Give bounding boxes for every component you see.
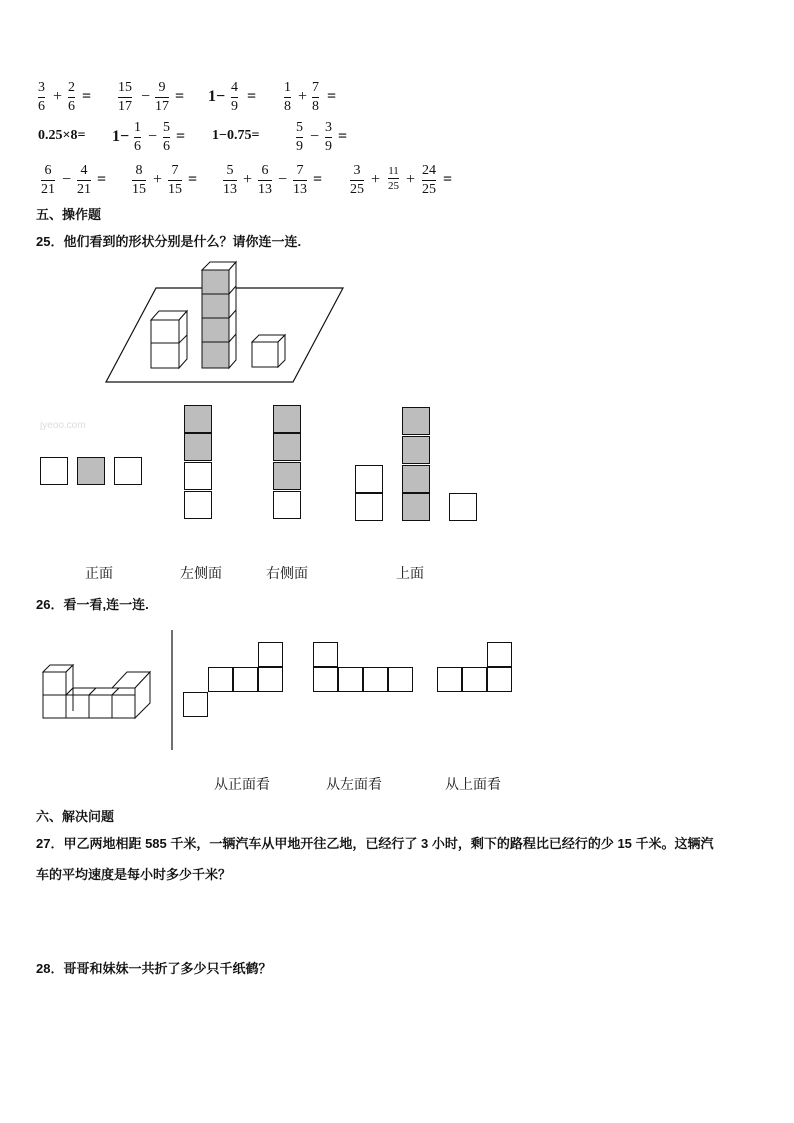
label-front: 正面 (85, 565, 113, 581)
label-view-left: 从左面看 (326, 776, 382, 792)
operator: + (53, 88, 63, 105)
fraction: 6 13 (258, 163, 272, 197)
operator: + (371, 171, 381, 188)
operator: + (153, 171, 163, 188)
grid-cell (258, 642, 283, 667)
fraction: 4 9 (231, 80, 238, 114)
fraction: 24 25 (422, 163, 436, 197)
grid-cell (388, 667, 413, 692)
section-title: 五、操作题 (36, 207, 102, 222)
question-27-line-2: 车的平均速度是每小时多少千米？ (36, 867, 232, 882)
equals: = (97, 171, 107, 188)
label-top: 上面 (396, 565, 424, 581)
operator: − (141, 88, 151, 105)
minuend: 1− (112, 128, 130, 145)
operator: − (278, 171, 288, 188)
fraction: 7 8 (312, 80, 319, 114)
fraction: 6 21 (41, 163, 55, 197)
operator: + (243, 171, 253, 188)
grid-cell (338, 667, 363, 692)
fraction: 11 25 (388, 165, 399, 192)
fraction: 7 13 (293, 163, 307, 197)
grid-cell (487, 667, 512, 692)
fraction: 15 17 (118, 80, 132, 114)
watermark: jyeoo.com (40, 420, 86, 431)
grid-cell (313, 667, 338, 692)
fraction: 3 9 (325, 120, 332, 154)
label-view-top: 从上面看 (445, 776, 501, 792)
fraction: 9 17 (155, 80, 169, 114)
grid-cell (313, 642, 338, 667)
fraction: 5 9 (296, 120, 303, 154)
fraction: 1 6 (134, 120, 141, 154)
equals: = (176, 128, 186, 145)
question-26-title: 26．看一看,连一连. (36, 597, 149, 612)
fraction: 3 25 (350, 163, 364, 197)
equals: = (247, 88, 257, 105)
fraction: 8 15 (132, 163, 146, 197)
equals: = (82, 88, 92, 105)
section-title: 六、解决问题 (36, 809, 115, 824)
operator: + (298, 88, 308, 105)
grid-cell (208, 667, 233, 692)
grid-cell (258, 667, 283, 692)
fraction: 2 6 (68, 80, 75, 114)
label-right-side: 右侧面 (266, 565, 308, 581)
expression: 1−0.75= (212, 128, 260, 143)
grid-cell (183, 692, 208, 717)
equals: = (175, 88, 185, 105)
question-27-line-1: 27．甲乙两地相距 585 千米，一辆汽车从甲地开往乙地，已经行了 3 小时，剩下的路程比已经行的少 15 千米。这辆汽 (36, 836, 714, 851)
equals: = (338, 128, 348, 145)
grid-cell (363, 667, 388, 692)
operator: − (148, 128, 158, 145)
minuend: 1− (208, 88, 226, 105)
equals: = (188, 171, 198, 188)
fraction: 4 21 (77, 163, 91, 197)
equals: = (313, 171, 323, 188)
expression: 0.25×8= (38, 128, 86, 143)
grid-cell (233, 667, 258, 692)
question-28-title: 28．哥哥和妹妹一共折了多少只千纸鹤？ (36, 961, 272, 976)
fraction: 3 6 (38, 80, 45, 114)
label-left-side: 左侧面 (180, 565, 222, 581)
fraction: 5 13 (223, 163, 237, 197)
fraction: 1 8 (284, 80, 291, 114)
operator: − (62, 171, 72, 188)
equals: = (327, 88, 337, 105)
grid-cell (437, 667, 462, 692)
equals: = (443, 171, 453, 188)
grid-cell (462, 667, 487, 692)
grid-cell (487, 642, 512, 667)
operator: − (310, 128, 320, 145)
fraction: 5 6 (163, 120, 170, 154)
fraction: 7 15 (168, 163, 182, 197)
operator: + (406, 171, 416, 188)
question-25-title: 25．他们看到的形状分别是什么？请你连一连. (36, 234, 302, 249)
label-view-front: 从正面看 (214, 776, 270, 792)
